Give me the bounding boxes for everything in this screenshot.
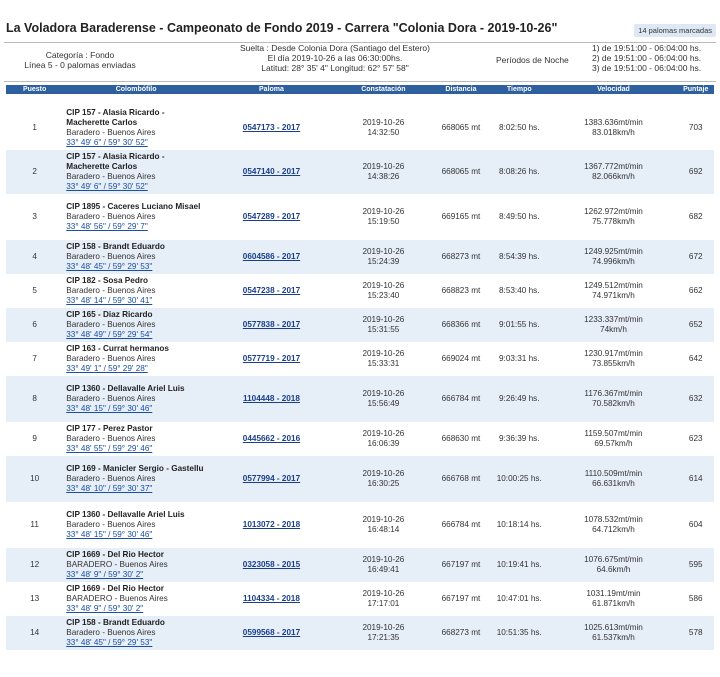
fancier-name: CIP 165 - Diaz Ricardo <box>66 310 153 319</box>
points-cell: 672 <box>678 240 715 274</box>
points-cell: 614 <box>678 456 715 502</box>
ring-cell <box>209 422 334 456</box>
fancier-coords-link[interactable]: 33° 49' 6" / 59° 30' 52" <box>66 182 148 191</box>
position-cell: 5 <box>6 274 63 308</box>
ring-link[interactable]: 1104448 - 2018 <box>243 394 300 403</box>
points-cell: 703 <box>678 106 715 150</box>
distance-cell: 666784 mt <box>433 376 489 422</box>
ring-link[interactable]: 0577994 - 2017 <box>242 474 301 483</box>
arrival-time: 16:48:14 <box>367 525 400 534</box>
speed-kmh: 74.971km/h <box>592 291 635 300</box>
distance-cell: 668630 mt <box>433 422 489 456</box>
ring-link[interactable]: 1104334 - 2018 <box>243 594 300 603</box>
points-cell: 662 <box>678 274 715 308</box>
speed-cell <box>549 376 677 422</box>
speed-mtmin: 1159.507mt/min <box>584 429 643 438</box>
fancier-name: CIP 158 - Brandt Eduardo <box>66 242 165 251</box>
fancier-location: Baradero - Buenos Aires <box>66 434 156 443</box>
fancier-location: BARADERO - Buenos Aires <box>66 594 168 603</box>
table-row <box>6 308 714 342</box>
fancier-cell <box>63 548 209 582</box>
fancier-name: CIP 158 - Brandt Eduardo <box>66 618 165 627</box>
elapsed-cell: 8:53:40 hs. <box>489 274 549 308</box>
fancier-coords-link[interactable]: 33° 48' 45" / 59° 29' 53" <box>66 262 153 271</box>
fancier-location: Baradero - Buenos Aires <box>66 128 156 137</box>
arrival-date: 2019-10-26 <box>362 589 405 598</box>
spacer-row <box>6 94 714 106</box>
speed-mtmin: 1031.19mt/min <box>586 589 641 598</box>
points-cell: 604 <box>678 502 715 548</box>
position-cell: 10 <box>6 456 63 502</box>
ring-link[interactable]: 0547173 - 2017 <box>242 123 301 132</box>
position-cell: 7 <box>6 342 63 376</box>
table-row <box>6 422 714 456</box>
distance-cell: 667197 mt <box>433 548 489 582</box>
ring-cell <box>209 240 334 274</box>
col-tiempo[interactable]: Tiempo <box>489 85 549 94</box>
speed-kmh: 83.018km/h <box>592 128 635 137</box>
col-paloma[interactable]: Paloma <box>209 85 334 94</box>
fancier-name: CIP 163 - Currat hermanos <box>66 344 169 353</box>
table-row <box>6 274 714 308</box>
results-table <box>6 85 714 650</box>
ring-link[interactable]: 0599568 - 2017 <box>242 628 301 637</box>
speed-cell <box>549 240 677 274</box>
position-cell: 8 <box>6 376 63 422</box>
fancier-location: Baradero - Buenos Aires <box>66 394 156 403</box>
position-cell: 6 <box>6 308 63 342</box>
arrival-date: 2019-10-26 <box>362 349 405 358</box>
ring-link[interactable]: 0604586 - 2017 <box>242 252 301 261</box>
fancier-cell <box>63 240 209 274</box>
arrival-cell <box>334 456 433 502</box>
fancier-coords-link[interactable]: 33° 48' 49" / 59° 29' 54" <box>66 330 153 339</box>
table-row <box>6 240 714 274</box>
arrival-date: 2019-10-26 <box>362 469 405 478</box>
ring-link[interactable]: 0577838 - 2017 <box>242 320 301 329</box>
arrival-time: 17:21:35 <box>367 633 400 642</box>
position-cell: 12 <box>6 548 63 582</box>
fancier-location: Baradero - Buenos Aires <box>66 474 156 483</box>
speed-mtmin: 1176.367mt/min <box>584 389 643 398</box>
speed-kmh: 70.582km/h <box>592 399 635 408</box>
speed-mtmin: 1262.972mt/min <box>584 207 643 216</box>
ring-cell <box>209 376 334 422</box>
fancier-name: CIP 182 - Sosa Pedro <box>66 276 149 285</box>
speed-cell <box>549 422 677 456</box>
night-label: Períodos de Noche <box>496 55 569 65</box>
arrival-time: 15:56:49 <box>367 399 400 408</box>
fancier-name: CIP 1895 - Caceres Luciano Misael <box>66 202 201 211</box>
elapsed-cell: 9:26:49 hs. <box>489 376 549 422</box>
fancier-cell <box>63 376 209 422</box>
arrival-date: 2019-10-26 <box>362 429 405 438</box>
elapsed-cell: 9:01:55 hs. <box>489 308 549 342</box>
fancier-cell <box>63 106 209 150</box>
arrival-cell <box>334 548 433 582</box>
speed-kmh: 82.066km/h <box>592 172 635 181</box>
table-row <box>6 548 714 582</box>
arrival-cell <box>334 376 433 422</box>
position-cell: 4 <box>6 240 63 274</box>
ring-cell <box>209 582 334 616</box>
ring-link[interactable]: 0577719 - 2017 <box>242 354 301 363</box>
fancier-cell <box>63 342 209 376</box>
speed-cell <box>549 456 677 502</box>
speed-mtmin: 1230.917mt/min <box>584 349 643 358</box>
fancier-location: Baradero - Buenos Aires <box>66 212 156 221</box>
speed-cell <box>549 548 677 582</box>
arrival-date: 2019-10-26 <box>362 247 405 256</box>
fancier-location: Baradero - Buenos Aires <box>66 172 156 181</box>
fancier-name: CIP 157 - Alasia Ricardo - Macherette Carlos <box>66 108 165 127</box>
arrival-time: 16:49:41 <box>367 565 400 574</box>
speed-mtmin: 1367.772mt/min <box>584 162 643 171</box>
arrival-cell <box>334 240 433 274</box>
arrival-cell <box>334 342 433 376</box>
arrival-time: 14:32:50 <box>367 128 400 137</box>
arrival-time: 15:33:31 <box>367 359 400 368</box>
distance-cell: 668366 mt <box>433 308 489 342</box>
release-info <box>220 43 450 73</box>
speed-kmh: 73.855km/h <box>592 359 635 368</box>
distance-cell: 668273 mt <box>433 616 489 650</box>
fancier-name: CIP 1360 - Dellavalle Ariel Luis <box>66 510 185 519</box>
elapsed-cell: 9:36:39 hs. <box>489 422 549 456</box>
fancier-location: Baradero - Buenos Aires <box>66 286 156 295</box>
ring-cell <box>209 106 334 150</box>
divider <box>4 81 716 82</box>
arrival-date: 2019-10-26 <box>362 162 405 171</box>
col-puntaje[interactable]: Puntaje <box>678 85 715 94</box>
arrival-date: 2019-10-26 <box>362 623 405 632</box>
title-bar <box>0 0 720 40</box>
fancier-name: CIP 177 - Perez Pastor <box>66 424 153 433</box>
speed-kmh: 69.57km/h <box>594 439 633 448</box>
spacer-cell <box>6 94 714 106</box>
night-period-1: 1) de 19:51:00 - 06:04:00 hs. <box>592 43 702 53</box>
release-text: Suelta : Desde Colonia Dora (Santiago del Estero) <box>240 43 430 53</box>
arrival-date: 2019-10-26 <box>362 281 405 290</box>
elapsed-cell: 8:08:26 hs. <box>489 150 549 194</box>
points-cell: 682 <box>678 194 715 240</box>
ring-link[interactable]: 0547140 - 2017 <box>242 167 301 176</box>
speed-cell <box>549 582 677 616</box>
fancier-coords-link[interactable]: 33° 48' 45" / 59° 29' 53" <box>66 638 153 647</box>
speed-cell <box>549 502 677 548</box>
position-cell: 9 <box>6 422 63 456</box>
col-puesto[interactable]: Puesto <box>6 85 63 94</box>
arrival-time: 14:38:26 <box>367 172 400 181</box>
points-cell: 642 <box>678 342 715 376</box>
points-cell: 692 <box>678 150 715 194</box>
fancier-coords-link[interactable]: 33° 49' 1" / 59° 29' 28" <box>66 364 148 373</box>
arrival-cell <box>334 502 433 548</box>
arrival-time: 15:23:40 <box>367 291 400 300</box>
arrival-cell <box>334 422 433 456</box>
fancier-cell <box>63 616 209 650</box>
arrival-date: 2019-10-26 <box>362 555 405 564</box>
fancier-name: CIP 157 - Alasia Ricardo - Macherette Carlos <box>66 152 165 171</box>
position-cell: 11 <box>6 502 63 548</box>
elapsed-cell: 10:19:41 hs. <box>489 548 549 582</box>
arrival-cell <box>334 308 433 342</box>
speed-kmh: 61.537km/h <box>592 633 635 642</box>
fancier-coords-link[interactable]: 33° 48' 9" / 59° 30' 2" <box>66 604 144 613</box>
fancier-cell <box>63 274 209 308</box>
distance-cell: 666768 mt <box>433 456 489 502</box>
fancier-cell <box>63 194 209 240</box>
speed-cell <box>549 150 677 194</box>
speed-cell <box>549 106 677 150</box>
points-cell: 652 <box>678 308 715 342</box>
distance-cell: 668065 mt <box>433 106 489 150</box>
fancier-coords-link[interactable]: 33° 48' 9" / 59° 30' 2" <box>66 570 144 579</box>
arrival-cell <box>334 150 433 194</box>
speed-mtmin: 1078.532mt/min <box>584 515 643 524</box>
table-row <box>6 456 714 502</box>
arrival-cell <box>334 106 433 150</box>
speed-kmh: 64.712km/h <box>592 525 635 534</box>
ring-cell <box>209 456 334 502</box>
position-cell: 1 <box>6 106 63 150</box>
category-text: Categoría : Fondo <box>45 50 115 60</box>
col-colombofilo[interactable]: Colombófilo <box>63 85 209 94</box>
fancier-cell <box>63 502 209 548</box>
fancier-coords-link[interactable]: 33° 49' 6" / 59° 30' 52" <box>66 138 148 147</box>
fancier-cell <box>63 308 209 342</box>
ring-link[interactable]: 0547238 - 2017 <box>242 286 301 295</box>
fancier-coords-link[interactable]: 33° 48' 10" / 59° 30' 37" <box>66 484 153 493</box>
col-distancia[interactable]: Distancia <box>433 85 489 94</box>
arrival-time: 15:19:50 <box>367 217 400 226</box>
distance-cell: 669165 mt <box>433 194 489 240</box>
arrival-cell <box>334 582 433 616</box>
position-cell: 14 <box>6 616 63 650</box>
ring-link[interactable]: 0323058 - 2015 <box>242 560 301 569</box>
fancier-coords-link[interactable]: 33° 48' 15" / 59° 30' 46" <box>66 530 153 539</box>
night-period-2: 2) de 19:51:00 - 06:04:00 hs. <box>592 53 702 63</box>
arrival-time: 15:24:39 <box>367 257 400 266</box>
elapsed-cell: 10:47:01 hs. <box>489 582 549 616</box>
speed-mtmin: 1076.675mt/min <box>584 555 643 564</box>
elapsed-cell: 8:49:50 hs. <box>489 194 549 240</box>
night-period-3: 3) de 19:51:00 - 06:04:00 hs. <box>592 63 702 73</box>
fancier-name: CIP 1669 - Del Rio Hector <box>66 584 164 593</box>
table-row <box>6 376 714 422</box>
distance-cell: 668823 mt <box>433 274 489 308</box>
speed-kmh: 75.778km/h <box>592 217 635 226</box>
speed-mtmin: 1110.509mt/min <box>584 469 643 478</box>
ring-cell <box>209 308 334 342</box>
speed-mtmin: 1249.512mt/min <box>584 281 643 290</box>
fancier-cell <box>63 582 209 616</box>
elapsed-cell: 10:18:14 hs. <box>489 502 549 548</box>
fancier-location: Baradero - Buenos Aires <box>66 252 156 261</box>
table-header <box>6 85 714 94</box>
speed-kmh: 64.6km/h <box>596 565 631 574</box>
line-text: Línea 5 - 0 palomas enviadas <box>24 60 136 70</box>
speed-cell <box>549 274 677 308</box>
elapsed-cell: 9:03:31 hs. <box>489 342 549 376</box>
elapsed-cell: 10:51:35 hs. <box>489 616 549 650</box>
points-cell: 578 <box>678 616 715 650</box>
ring-cell <box>209 502 334 548</box>
category-info <box>20 50 140 70</box>
arrival-time: 17:17:01 <box>367 599 400 608</box>
speed-mtmin: 1383.636mt/min <box>584 118 643 127</box>
release-time-text: El día 2019-10-26 a las 06:30:00hs. <box>267 53 403 63</box>
distance-cell: 669024 mt <box>433 342 489 376</box>
arrival-date: 2019-10-26 <box>362 389 405 398</box>
arrival-cell <box>334 194 433 240</box>
table-row <box>6 616 714 650</box>
points-cell: 595 <box>678 548 715 582</box>
position-cell: 13 <box>6 582 63 616</box>
arrival-date: 2019-10-26 <box>362 207 405 216</box>
distance-cell: 666784 mt <box>433 502 489 548</box>
table-row <box>6 502 714 548</box>
page-title: La Voladora Baraderense - Campeonato de Fondo 2019 - Carrera "Colonia Dora - 2019-10-26" <box>6 21 558 35</box>
table-row <box>6 106 714 150</box>
elapsed-cell: 8:02:50 hs. <box>489 106 549 150</box>
ring-cell <box>209 274 334 308</box>
fancier-coords-link[interactable]: 33° 48' 14" / 59° 30' 41" <box>66 296 153 305</box>
arrival-date: 2019-10-26 <box>362 315 405 324</box>
position-cell: 2 <box>6 150 63 194</box>
fancier-location: Baradero - Buenos Aires <box>66 354 156 363</box>
ring-cell <box>209 342 334 376</box>
speed-cell <box>549 308 677 342</box>
fancier-location: Baradero - Buenos Aires <box>66 520 156 529</box>
col-velocidad[interactable]: Velocidad <box>549 85 677 94</box>
speed-kmh: 74km/h <box>600 325 627 334</box>
distance-cell: 667197 mt <box>433 582 489 616</box>
fancier-location: BARADERO - Buenos Aires <box>66 560 168 569</box>
distance-cell: 668065 mt <box>433 150 489 194</box>
ring-cell <box>209 194 334 240</box>
speed-kmh: 74.996km/h <box>592 257 635 266</box>
ring-cell <box>209 150 334 194</box>
marked-count-badge: 14 palomas marcadas <box>634 24 716 37</box>
distance-cell: 668273 mt <box>433 240 489 274</box>
speed-cell <box>549 194 677 240</box>
speed-mtmin: 1233.337mt/min <box>584 315 643 324</box>
arrival-time: 15:31:55 <box>367 325 400 334</box>
release-coords-text: Latitud: 28° 35' 4" Longitud: 62° 57' 58" <box>261 63 409 73</box>
fancier-coords-link[interactable]: 33° 48' 55" / 59° 29' 46" <box>66 444 153 453</box>
table-row <box>6 342 714 376</box>
fancier-name: CIP 169 - Manicler Sergio - Gastellu <box>66 464 204 473</box>
points-cell: 632 <box>678 376 715 422</box>
fancier-cell <box>63 422 209 456</box>
fancier-name: CIP 1360 - Dellavalle Ariel Luis <box>66 384 185 393</box>
ring-cell <box>209 548 334 582</box>
arrival-time: 16:06:39 <box>367 439 400 448</box>
speed-mtmin: 1025.613mt/min <box>584 623 643 632</box>
speed-cell <box>549 616 677 650</box>
ring-link[interactable]: 0547289 - 2017 <box>242 212 301 221</box>
arrival-cell <box>334 616 433 650</box>
arrival-date: 2019-10-26 <box>362 118 405 127</box>
arrival-cell <box>334 274 433 308</box>
col-constatacion[interactable]: Constatación <box>334 85 433 94</box>
position-cell: 3 <box>6 194 63 240</box>
ring-link[interactable]: 1013072 - 2018 <box>242 520 301 529</box>
table-row <box>6 194 714 240</box>
fancier-cell <box>63 150 209 194</box>
ring-cell <box>209 616 334 650</box>
night-periods <box>592 43 701 73</box>
arrival-time: 16:30:25 <box>367 479 400 488</box>
points-cell: 586 <box>678 582 715 616</box>
elapsed-cell: 8:54:39 hs. <box>489 240 549 274</box>
speed-kmh: 61.871km/h <box>592 599 635 608</box>
fancier-cell <box>63 456 209 502</box>
speed-mtmin: 1249.925mt/min <box>584 247 643 256</box>
table-row <box>6 150 714 194</box>
speed-kmh: 66.631km/h <box>592 479 635 488</box>
ring-link[interactable]: 0445662 - 2016 <box>242 434 301 443</box>
arrival-date: 2019-10-26 <box>362 515 405 524</box>
fancier-location: Baradero - Buenos Aires <box>66 320 156 329</box>
fancier-location: Baradero - Buenos Aires <box>66 628 156 637</box>
fancier-coords-link[interactable]: 33° 48' 15" / 59° 30' 46" <box>66 404 153 413</box>
table-row <box>6 582 714 616</box>
fancier-name: CIP 1669 - Del Rio Hector <box>66 550 164 559</box>
speed-cell <box>549 342 677 376</box>
points-cell: 623 <box>678 422 715 456</box>
fancier-coords-link[interactable]: 33° 48' 56" / 59° 29' 7" <box>66 222 148 231</box>
elapsed-cell: 10:00:25 hs. <box>489 456 549 502</box>
